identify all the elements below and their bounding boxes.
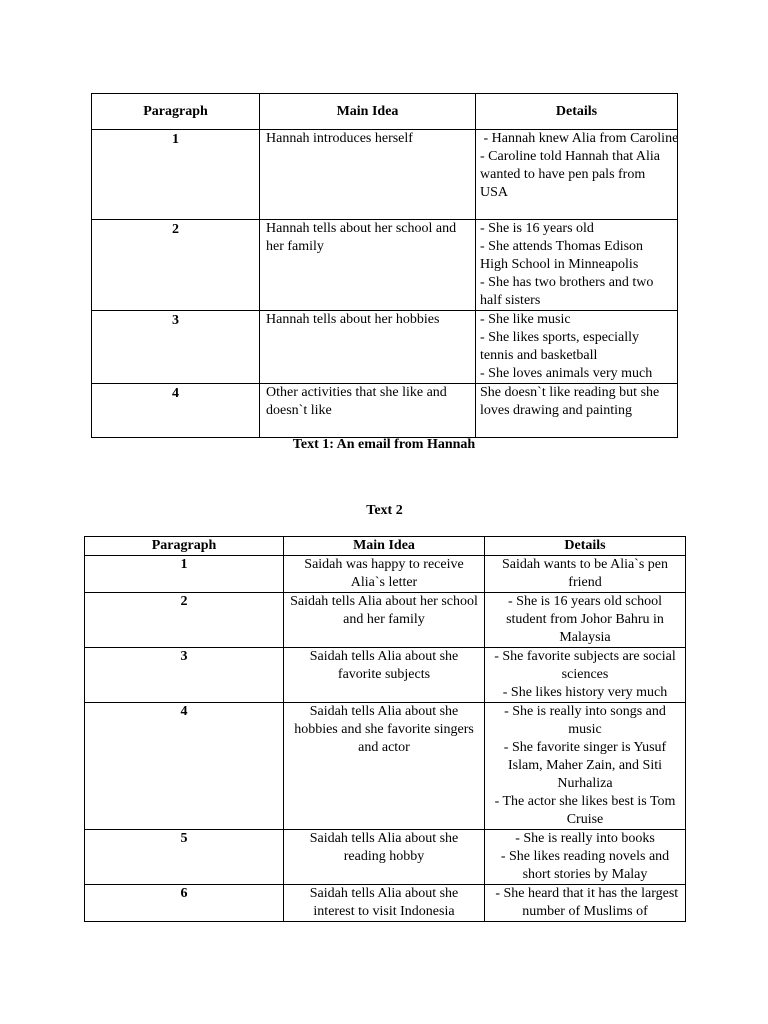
details [476, 311, 678, 384]
details [476, 220, 678, 311]
detail-line: She doesn`t like reading but she loves drawing and painting [480, 385, 660, 418]
paragraph-number: 4 [85, 703, 284, 830]
details [476, 130, 678, 220]
main-idea: Other activities that she like and doesn`t like [260, 384, 476, 438]
paragraph-number: 4 [92, 384, 260, 438]
main-idea: Hannah introduces herself [260, 130, 476, 220]
detail-line: - She is really into songs and music [504, 704, 666, 737]
paragraph-number: 3 [92, 311, 260, 384]
table-caption: Text 1: An email from Hannah [292, 437, 476, 452]
main-idea: Saidah tells Alia about she hobbies and she favorite singers and actor [284, 703, 485, 830]
table-row [85, 556, 686, 593]
detail-line: - She likes history very much [502, 685, 668, 700]
table-row [92, 384, 678, 438]
detail-line: - She likes sports, especially tennis and basketball [480, 330, 640, 363]
column-header: Main Idea [260, 94, 476, 130]
detail-line: - She favorite subjects are social sciences [494, 649, 676, 682]
text1-table [91, 93, 678, 438]
table-row [92, 130, 678, 220]
main-idea: Hannah tells about her hobbies [260, 311, 476, 384]
paragraph-number: 5 [85, 830, 284, 885]
paragraph-number: 1 [92, 130, 260, 220]
detail-line: Saidah wants to be Alia`s pen friend [501, 557, 669, 590]
details [485, 885, 686, 922]
paragraph-number: 2 [92, 220, 260, 311]
column-header: Details [476, 94, 678, 130]
table-row [85, 830, 686, 885]
detail-line: - The actor she likes best is Tom Cruise [494, 794, 676, 827]
detail-line: - Hannah knew Alia from Caroline [480, 131, 679, 146]
detail-line: - She heard that it has the largest number of Muslims of [491, 886, 682, 919]
paragraph-number: 6 [85, 885, 284, 922]
table-row [92, 311, 678, 384]
table-row [85, 648, 686, 703]
detail-line: - She favorite singer is Yusuf Islam, Maher Zain, and Siti Nurhaliza [503, 740, 667, 791]
details [485, 648, 686, 703]
main-idea: Saidah tells Alia about she reading hobby [284, 830, 485, 885]
table-row [85, 703, 686, 830]
details [476, 384, 678, 438]
column-header: Details [485, 537, 686, 556]
detail-line: - She likes reading novels and short stories by Malay [500, 849, 670, 882]
column-header: Main Idea [284, 537, 485, 556]
column-header: Paragraph [92, 94, 260, 130]
detail-line: - She is 16 years old school student from Johor Bahru in Malaysia [506, 594, 664, 645]
column-header: Paragraph [85, 537, 284, 556]
main-idea: Saidah tells Alia about she favorite subjects [284, 648, 485, 703]
paragraph-number: 1 [85, 556, 284, 593]
detail-line: - She is really into books [515, 831, 655, 846]
table-row [92, 220, 678, 311]
detail-line: - She like music [480, 312, 571, 327]
main-idea: Saidah was happy to receive Alia`s letter [284, 556, 485, 593]
paragraph-number: 2 [85, 593, 284, 648]
table-row [85, 885, 686, 922]
table-row [85, 593, 686, 648]
main-idea: Saidah tells Alia about she interest to visit Indonesia [284, 885, 485, 922]
detail-line: - She has two brothers and two half sisters [480, 275, 654, 308]
detail-line: - Caroline told Hannah that Alia wanted to have pen pals from USA [480, 149, 661, 200]
main-idea: Hannah tells about her school and her family [260, 220, 476, 311]
detail-line: - She loves animals very much [480, 366, 653, 381]
details [485, 703, 686, 830]
table-header-row [85, 537, 686, 556]
table-header-row [92, 94, 678, 130]
details [485, 556, 686, 593]
text2-table [84, 536, 686, 922]
paragraph-number: 3 [85, 648, 284, 703]
detail-line: - She attends Thomas Edison High School in Minneapolis [480, 239, 644, 272]
detail-line: - She is 16 years old [480, 221, 594, 236]
details [485, 593, 686, 648]
main-idea: Saidah tells Alia about her school and her family [284, 593, 485, 648]
section-title: Text 2 [366, 503, 403, 518]
details [485, 830, 686, 885]
